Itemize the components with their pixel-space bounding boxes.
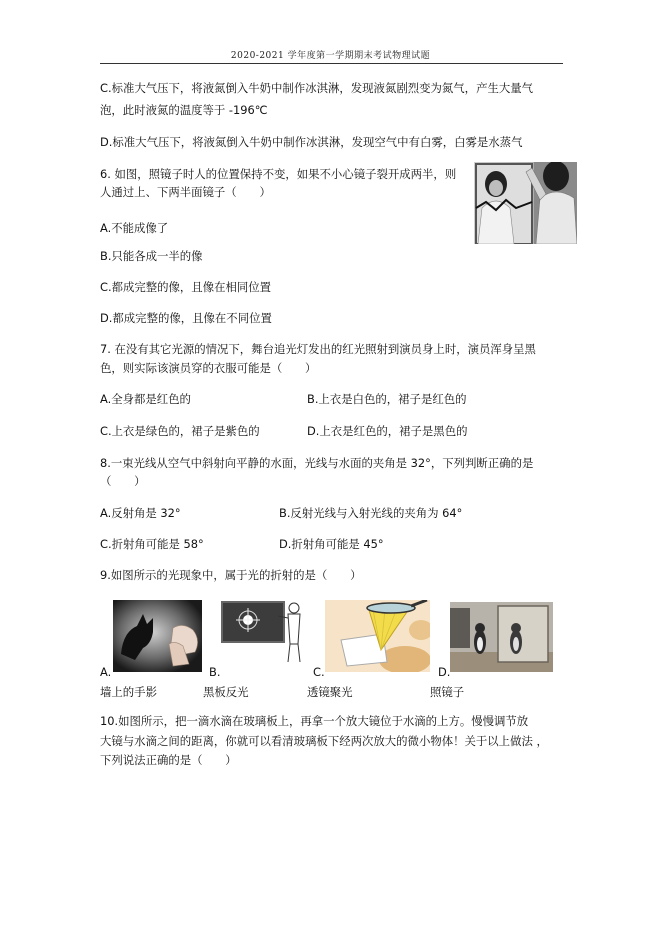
q9-label-d: D. xyxy=(438,665,451,679)
q5-option-c-line1: C.标准大气压下，将液氮倒入牛奶中制作冰淇淋，发现液氮剧烈变为氮气，产生大量气 xyxy=(100,81,534,95)
lens-focus-image xyxy=(325,600,430,672)
cat-mirror-image xyxy=(450,602,553,672)
q6-stem-line1: 6. 如图，照镜子时人的位置保持不变，如果不小心镜子裂开成两半，则 xyxy=(100,167,457,181)
q6-option-b: B.只能各成一半的像 xyxy=(100,249,203,263)
q7-stem-line1: 7. 在没有其它光源的情况下，舞台追光灯发出的红光照射到演员身上时，演员浑身呈黑 xyxy=(100,342,536,356)
q8-option-a: A.反射角是 32° xyxy=(100,506,181,520)
q9-label-c: C. xyxy=(313,665,325,679)
q9-label-b: B. xyxy=(209,665,221,679)
q10-stem-line3: 下列说法正确的是（ ） xyxy=(100,753,237,767)
q9-caption-b: 黑板反光 xyxy=(203,685,249,699)
q8-option-b: B.反射光线与入射光线的夹角为 64° xyxy=(279,506,463,520)
q9-stem: 9.如图所示的光现象中，属于光的折射的是（ ） xyxy=(100,568,362,582)
header-divider xyxy=(100,63,563,64)
q5-option-c-line2: 泡，此时液氮的温度等于 -196℃ xyxy=(100,103,268,117)
q6-option-c: C.都成完整的像，且像在相同位置 xyxy=(100,280,272,294)
hand-shadow-image xyxy=(113,600,202,672)
q8-stem-line1: 8.一束光线从空气中斜射向平静的水面，光线与水面的夹角是 32°，下列判断正确的是 xyxy=(100,456,534,470)
q7-option-c: C.上衣是绿色的，裙子是紫色的 xyxy=(100,424,260,438)
q9-caption-d: 照镜子 xyxy=(430,685,465,699)
q10-stem-line2: 大镜与水滴之间的距离，你就可以看清玻璃板下经两次放大的微小物体！关于以上做法 ， xyxy=(100,734,548,748)
q5-option-d: D.标准大气压下，将液氮倒入牛奶中制作冰淇淋，发现空气中有白雾，白雾是水蒸气 xyxy=(100,135,523,149)
q7-option-b: B.上衣是白色的，裙子是红色的 xyxy=(307,392,467,406)
q7-option-d: D.上衣是红色的，裙子是黑色的 xyxy=(307,424,468,438)
q9-caption-a: 墙上的手影 xyxy=(100,685,157,699)
q9-caption-c: 透镜聚光 xyxy=(307,685,353,699)
q8-option-c: C.折射角可能是 58° xyxy=(100,537,204,551)
q9-label-a: A. xyxy=(100,665,112,679)
q6-option-a: A.不能成像了 xyxy=(100,221,169,235)
blackboard-glare-image xyxy=(218,596,310,672)
q8-option-d: D.折射角可能是 45° xyxy=(279,537,384,551)
q7-stem-line2: 色，则实际该演员穿的衣服可能是（ ） xyxy=(100,361,317,375)
mirror-photo xyxy=(474,162,577,244)
q7-option-a: A.全身都是红色的 xyxy=(100,392,191,406)
q6-option-d: D.都成完整的像，且像在不同位置 xyxy=(100,311,272,325)
q6-stem-line2: 人通过上、下两半面镜子（ ） xyxy=(100,185,271,199)
q8-stem-line2: （ ） xyxy=(100,474,146,488)
page-header: 2020-2021 学年度第一学期期末考试物理试题 xyxy=(230,51,431,61)
q10-stem-line1: 10.如图所示，把一滴水滴在玻璃板上，再拿一个放大镜位于水滴的上方。慢慢调节放 xyxy=(100,714,529,728)
